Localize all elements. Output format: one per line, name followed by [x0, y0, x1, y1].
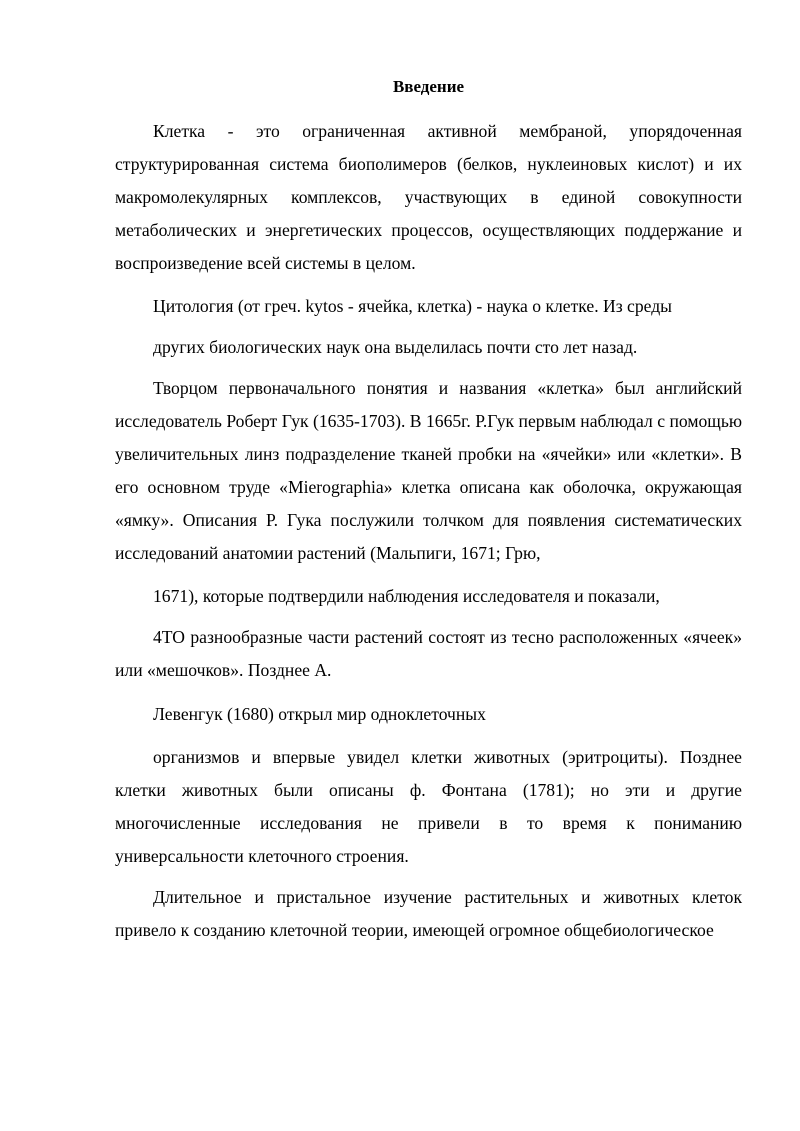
document-title: Введение	[392, 77, 465, 96]
paragraph-cytology-history: других биологических наук она выделилась почти сто лет назад.	[153, 337, 638, 357]
paragraph-hooke: Творцом первоначального понятия и названия «клетка» был английский исследователь Роберт Гук (1635-1703). В 1665г. Р.Гук первым наблюдал с помощью увеличительных линз подразделение тканей пробки на «ячейки» или «клетки». В его основном труде «Mierographia» клетка описана как оболочка, окружающая «ямку». Описания Р. Гука послужили толчком для появления систематических исследований анатомии растений (Мальпиги, 1671; Грю,	[115, 378, 742, 563]
paragraph-plant-parts: 4ТО разнообразные части растений состоят из тесно расположенных «ячеек» или «мешочков». Позднее А.	[115, 627, 742, 680]
paragraph-observations: 1671), которые подтвердили наблюдения исследователя и показали,	[153, 586, 660, 606]
paragraph-leeuwenhoek: Левенгук (1680) открыл мир одноклеточных	[153, 704, 486, 724]
paragraph-cell-theory: Длительное и пристальное изучение растительных и животных клеток привело к созданию клеточной теории, имеющей огромное общебиологическое	[115, 887, 742, 940]
document-page	[115, 0, 742, 1131]
paragraph-cell-definition: Клетка - это ограниченная активной мембраной, упорядоченная структурированная система биополимеров (белков, нуклеиновых кислот) и их макромолекулярных комплексов, участвующих в единой совокупности метаболических и энергетических процессов, осуществляющих поддержание и воспроизведение всей системы в целом.	[115, 121, 742, 273]
paragraph-animal-cells: организмов и впервые увидел клетки животных (эритроциты). Позднее клетки животных были описаны ф. Фонтана (1781); но эти и другие многочисленные исследования не привели в то время к пониманию универсальности клеточного строения.	[115, 747, 742, 866]
paragraph-cytology-definition: Цитология (от греч. kytos - ячейка, клетка) - наука о клетке. Из среды	[153, 296, 673, 316]
